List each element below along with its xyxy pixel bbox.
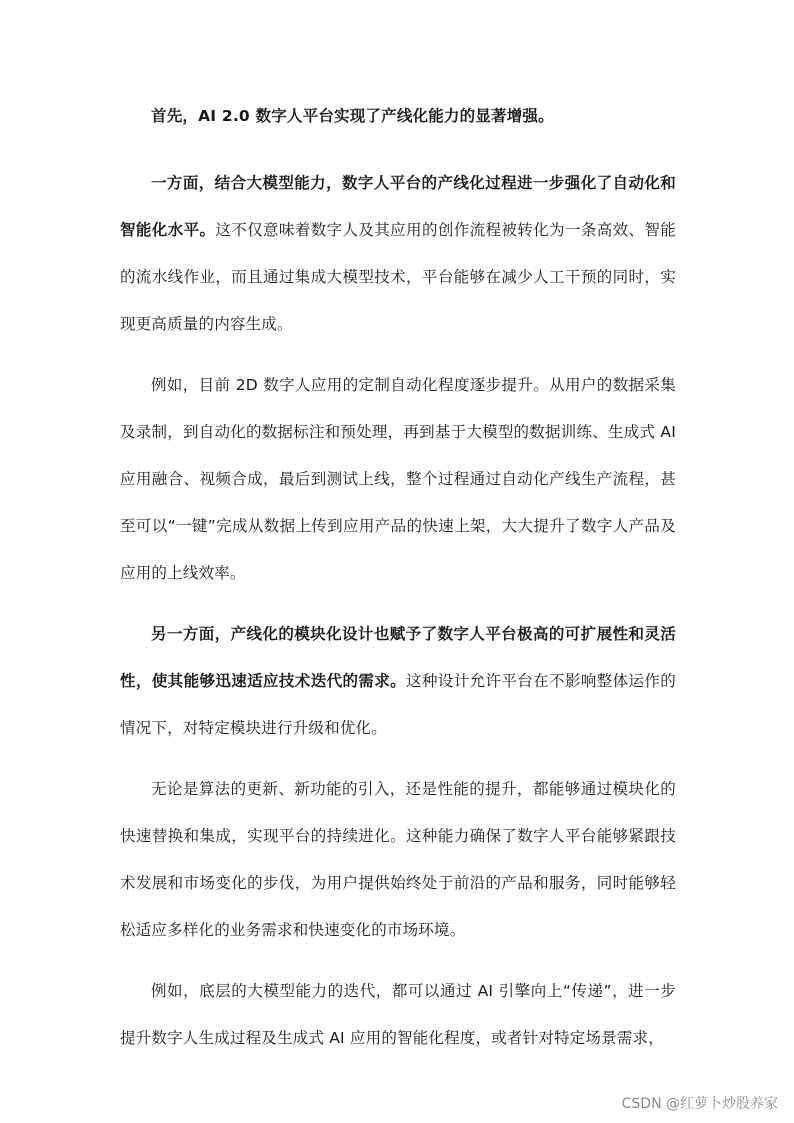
csdn-watermark: CSDN @红萝卜炒股养家 bbox=[621, 1096, 778, 1112]
paragraph-5-text: 例如，底层的大模型能力的迭代，都可以通过 AI 引擎向上“传递”，进一步提升数字人生成过程及生成式 AI 应用的智能化程度，或者针对特定场景需求， bbox=[120, 982, 676, 1047]
paragraph-3 bbox=[120, 611, 676, 752]
paragraph-3-emphasis: 另一方面，产线化的模块化设计也赋予了数字人平台极高的可扩展性和灵活性，使其能够迅速适应技术迭代的需求。 bbox=[120, 625, 676, 690]
paragraph-4 bbox=[120, 766, 676, 954]
paragraph-5 bbox=[120, 968, 676, 1062]
paragraph-2 bbox=[120, 362, 676, 597]
document-body bbox=[120, 101, 676, 1076]
paragraph-1-emphasis: 一方面，结合大模型能力，数字人平台的产线化过程进一步强化了自动化和智能化水平。 bbox=[120, 174, 676, 239]
paragraph-4-text: 无论是算法的更新、新功能的引入，还是性能的提升，都能够通过模块化的快速替换和集成，实现平台的持续进化。这种能力确保了数字人平台能够紧跟技术发展和市场变化的步伐，为用户提供始终处于前沿的产品和服务，同时能够轻松适应多样化的业务需求和快速变化的市场环境。 bbox=[120, 780, 676, 939]
paragraph-1-text: 这不仅意味着数字人及其应用的创作流程被转化为一条高效、智能的流水线作业，而且通过集成大模型技术，平台能够在减少人工干预的同时，实现更高质量的内容生成。 bbox=[120, 221, 677, 333]
paragraph-3-text: 这种设计允许平台在不影响整体运作的情况下，对特定模块进行升级和优化。 bbox=[120, 672, 676, 737]
paragraph-2-text: 例如，目前 2D 数字人应用的定制自动化程度逐步提升。从用户的数据采集及录制，到自动化的数据标注和预处理，再到基于大模型的数据训练、生成式 AI 应用融合、视频合成，最后到测试上线，整个过程通过自动化产线生产流程，甚至可以“一键”完成从数据上传到应用产品的快速上架，大大提升了数字人产品及应用的上线效率。 bbox=[120, 376, 676, 582]
section-heading: 首先，AI 2.0 数字人平台实现了产线化能力的显著增强。 bbox=[151, 107, 554, 125]
paragraph-1 bbox=[120, 160, 676, 348]
